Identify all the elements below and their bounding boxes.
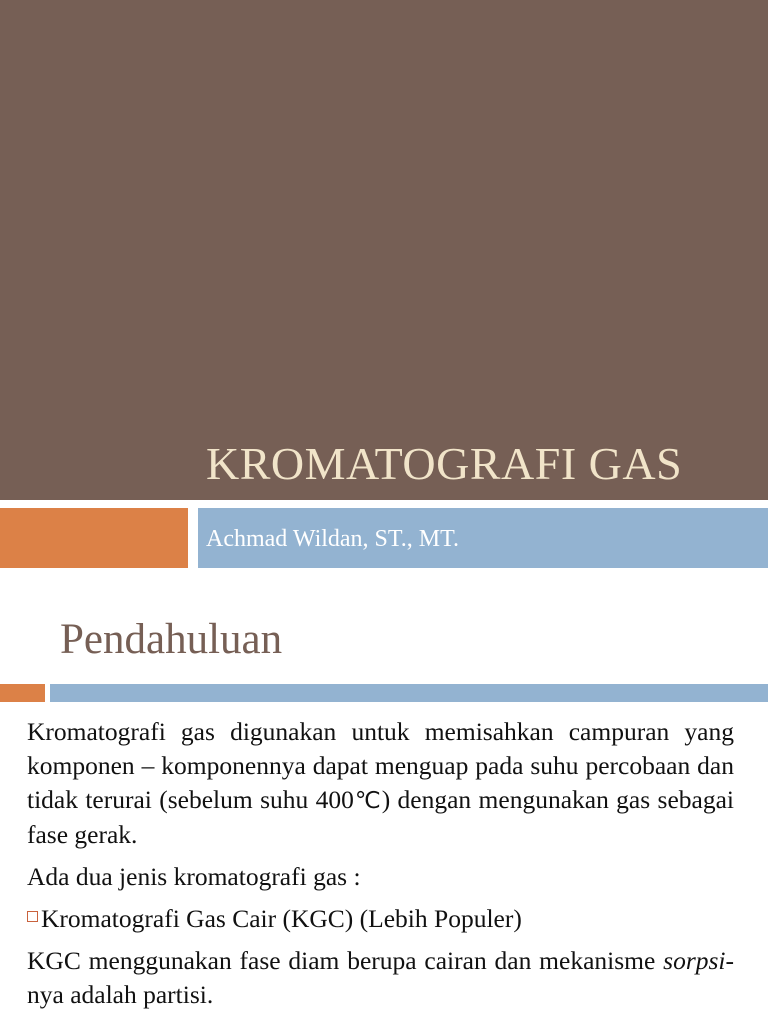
paragraph-intro	[27, 715, 734, 852]
slide-body	[27, 715, 734, 1012]
paragraph-kgc	[27, 944, 734, 1012]
bullet-item	[27, 902, 734, 936]
paragraph-intro-text-end: ) dengan mengunakan gas sebagai fase gerak.	[27, 785, 735, 849]
paragraph-intro-text: Kromatografi gas digunakan untuk memisahkan campuran yang komponen – komponennya dapat menguap pada suhu percobaan dan tidak terurai (sebelum suhu 400	[27, 717, 734, 814]
paragraph-kgc-text: KGC menggunakan fase diam berupa cairan dan mekanisme	[27, 946, 664, 975]
hollow-square-bullet-icon	[27, 911, 38, 922]
blue-divider-bar	[50, 684, 768, 702]
paragraph-kgc-italic: sorpsi	[663, 946, 726, 975]
degree-celsius-symbol: ℃	[353, 788, 382, 814]
section-heading: Pendahuluan	[60, 616, 283, 663]
author-name: Achmad Wildan, ST., MT.	[206, 526, 459, 552]
orange-accent-bar	[0, 508, 188, 568]
presentation-title: KROMATOGRAFI GAS	[206, 438, 683, 489]
title-slide-background	[0, 0, 768, 500]
bullet-item-text: Kromatografi Gas Cair (KGC) (Lebih Populer)	[41, 904, 522, 933]
orange-accent-small	[0, 684, 45, 702]
paragraph-types: Ada dua jenis kromatografi gas :	[27, 862, 361, 891]
paragraph-kgc-text-end: -nya adalah partisi.	[27, 946, 734, 1009]
